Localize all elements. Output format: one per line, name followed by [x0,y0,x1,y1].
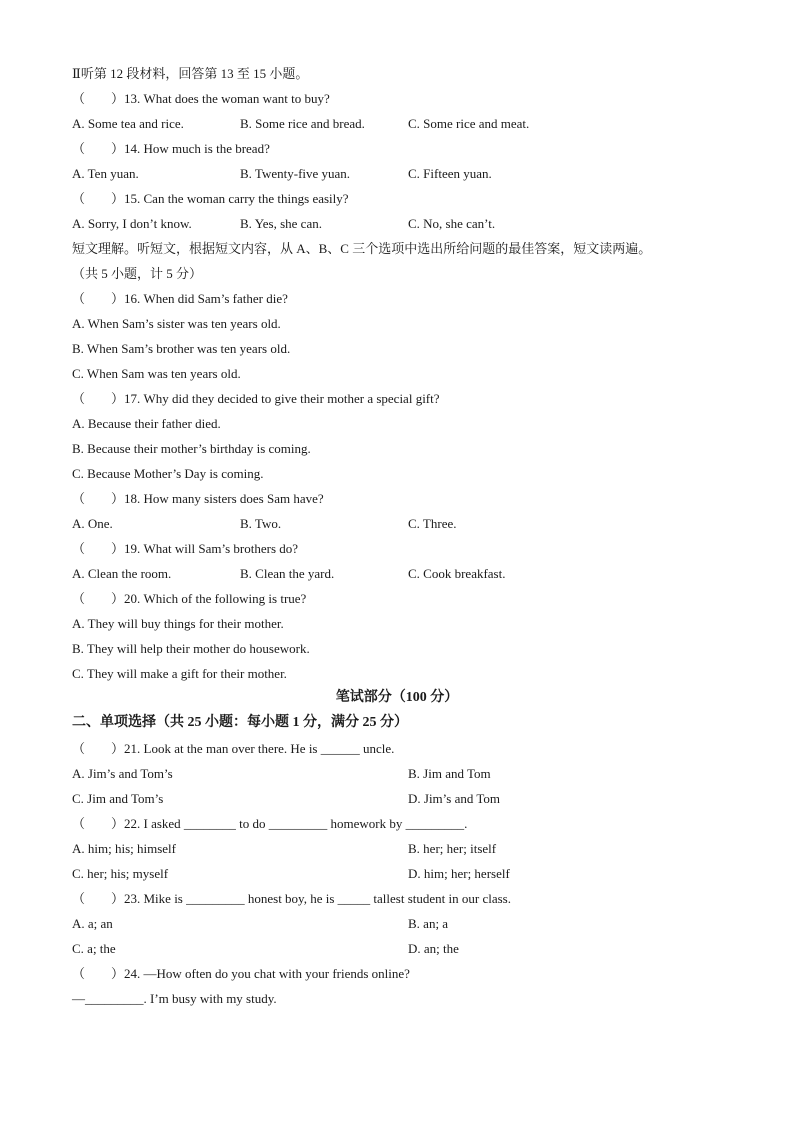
question-22-options-row2 [72,866,722,882]
question-21-options-row2 [72,791,722,807]
option-c: C. Three. [408,516,457,531]
question-15-stem: （ ）15. Can the woman carry the things easily? [72,191,349,206]
option-b: B. Twenty-five yuan. [240,166,351,181]
question-16-stem: （ ）16. When did Sam’s father die? [72,291,288,306]
option-b: B. Jim and Tom [408,766,491,781]
written-part-title: 笔试部分（100 分） [335,690,459,705]
option-a: A. Sorry, I don’t know. [72,216,192,231]
question-18-stem: （ ）18. How many sisters does Sam have? [72,491,324,506]
question-23-stem: （ ）23. Mike is _________ honest boy, he is _____ tallest student in our class. [72,891,511,906]
question-23-options-row1 [72,916,722,932]
question-17-option-a: A. Because their father died. [72,416,221,431]
question-13-stem: （ ）13. What does the woman want to buy? [72,91,330,106]
option-a: A. Clean the room. [72,566,172,581]
option-a: A. a; an [72,916,113,931]
question-17-option-c: C. Because Mother’s Day is coming. [72,466,264,481]
option-c: C. Fifteen yuan. [408,166,492,181]
section-2-title: 二、单项选择（共 25 小题：每小题 1 分，满分 25 分） [72,715,408,730]
option-b: B. her; her; itself [408,841,497,856]
option-b: B. Some rice and bread. [240,116,365,131]
question-20-stem: （ ）20. Which of the following is true? [72,591,307,606]
option-c: C. a; the [72,941,116,956]
question-16-option-c: C. When Sam was ten years old. [72,366,241,381]
option-b: B. an; a [408,916,449,931]
option-b: B. Two. [240,516,282,531]
question-21-stem: （ ）21. Look at the man over there. He is ______ uncle. [72,741,395,756]
short-passage-instructions: 短文理解。听短文，根据短文内容，从 A、B、C 三个选项中选出所给问题的最佳答案，短文读两遍。 [72,241,652,256]
option-b: B. Clean the yard. [240,566,335,581]
question-18-options [72,516,722,532]
question-14-options [72,166,722,182]
question-14-stem: （ ）14. How much is the bread? [72,141,270,156]
question-20-option-a: A. They will buy things for their mother. [72,616,284,631]
section-listening-part2: Ⅱ听第 12 段材料，回答第 13 至 15 小题。 [72,66,309,81]
option-a: A. Ten yuan. [72,166,139,181]
option-d: D. an; the [408,941,459,956]
option-a: A. One. [72,516,113,531]
question-19-options [72,566,722,582]
question-17-option-b: B. Because their mother’s birthday is coming. [72,441,311,456]
option-a: A. him; his; himself [72,841,176,856]
question-22-options-row1 [72,841,722,857]
option-d: D. Jim’s and Tom [408,791,501,806]
question-22-stem: （ ）22. I asked ________ to do _________ homework by _________. [72,816,468,831]
option-c: C. Cook breakfast. [408,566,506,581]
question-24-stem: （ ）24. —How often do you chat with your friends online? [72,966,410,981]
question-24-answer-line: —_________. I’m busy with my study. [72,991,277,1006]
question-17-stem: （ ）17. Why did they decided to give their mother a special gift? [72,391,440,406]
question-23-options-row2 [72,941,722,957]
question-20-option-c: C. They will make a gift for their mother. [72,666,287,681]
option-c: C. her; his; myself [72,866,169,881]
question-16-option-a: A. When Sam’s sister was ten years old. [72,316,281,331]
question-15-options [72,216,722,232]
option-a: A. Jim’s and Tom’s [72,766,173,781]
question-21-options-row1 [72,766,722,782]
short-passage-score: （共 5 小题，计 5 分） [72,266,203,281]
option-c: C. No, she can’t. [408,216,496,231]
question-20-option-b: B. They will help their mother do housework. [72,641,310,656]
option-c: C. Some rice and meat. [408,116,530,131]
option-c: C. Jim and Tom’s [72,791,164,806]
question-19-stem: （ ）19. What will Sam’s brothers do? [72,541,299,556]
question-13-options [72,116,722,132]
option-b: B. Yes, she can. [240,216,322,231]
option-d: D. him; her; herself [408,866,510,881]
option-a: A. Some tea and rice. [72,116,184,131]
question-16-option-b: B. When Sam’s brother was ten years old. [72,341,291,356]
